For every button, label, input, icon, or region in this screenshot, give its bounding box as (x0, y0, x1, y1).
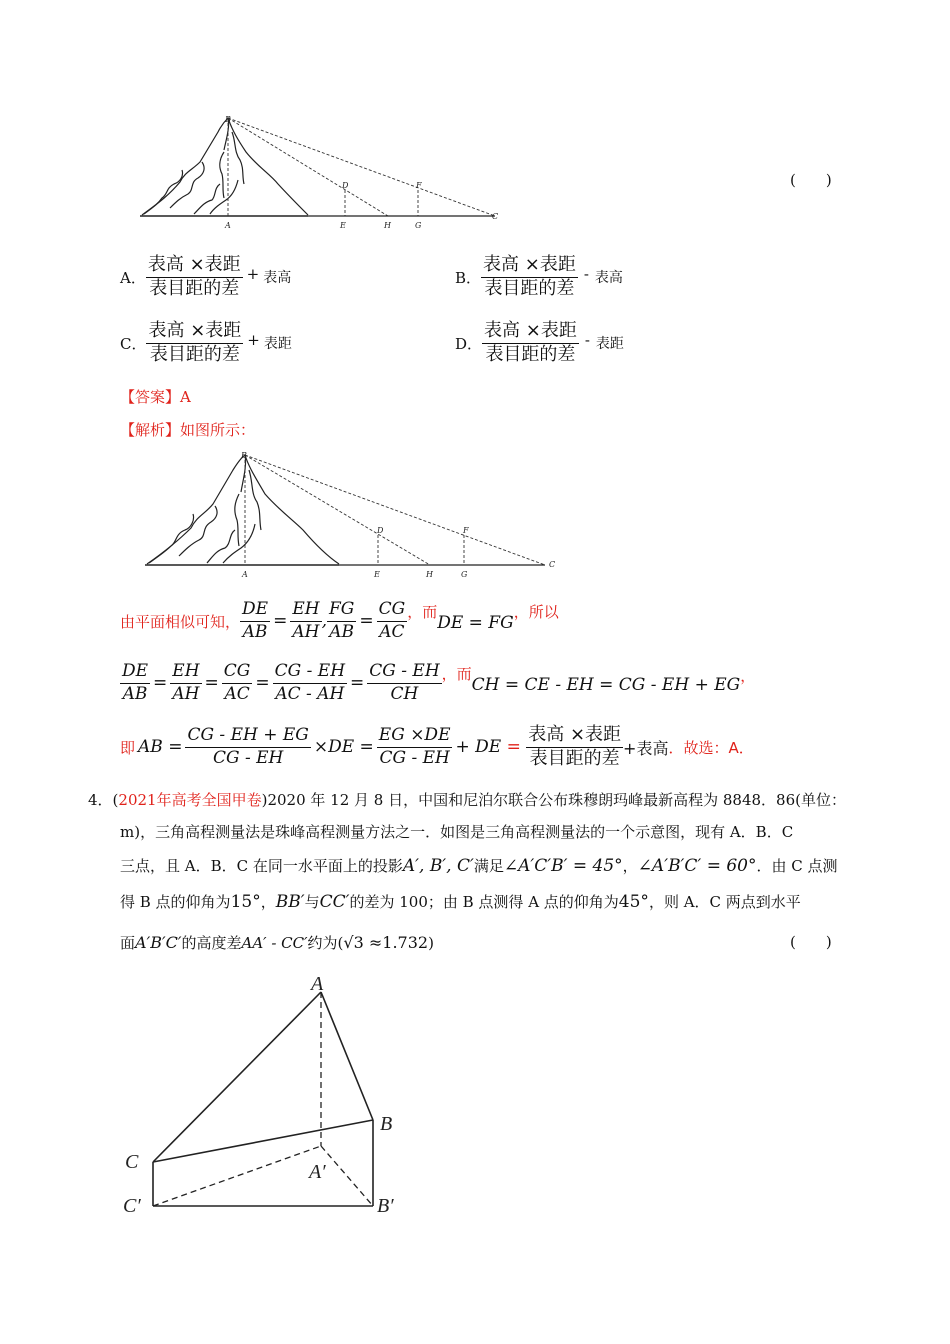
option-d-sign: - (584, 331, 590, 350)
option-a-fraction: $\frac{\text{表高 ×表距}}{\text{表目距的差}}$ (147, 254, 241, 299)
q4-line-5: 面A′B′C′的高度差AA′ - CC′约为(√3 ≈1.732) (120, 933, 434, 952)
derivation-so: ，所以 (513, 602, 559, 621)
q4-cc: CC′ (319, 892, 350, 912)
q4-number: 4． (88, 791, 113, 809)
expr-ab: AB = (138, 737, 183, 758)
q4-sqrt: √3 ≈1.732 (343, 933, 429, 952)
label2-D: D (377, 526, 384, 535)
derivation-line-2: $\frac{DE}{AB}$ = $\frac{EH}{AH}$ = $\frac{CG}{AC}$ = $\frac{CG - EH}{AC - AH}$ = $\frac{CG - EH}{CH}$ ，而 CH = CE - EH = CG - EH + EG ， (122, 661, 756, 704)
frac-fg-ab: $\frac{FG}{AB}$ (328, 599, 355, 642)
prism-figure (115, 968, 415, 1228)
expr-times-de: ×DE = (313, 737, 374, 758)
option-c-fraction: $\frac{\text{表高 ×表距}}{\text{表目距的差}}$ (148, 320, 242, 365)
q4-projection: A′, B′, C′ (402, 856, 474, 876)
q4-plane: A′B′C′ (135, 933, 182, 952)
expr-plus-height: +表高 (623, 738, 669, 758)
frac-l2-4: $\frac{CG - EH}{AC - AH}$ (274, 661, 346, 704)
frac-cg-ac: $\frac{CG}{AC}$ (378, 599, 406, 642)
q4-bb: BB′ (275, 892, 305, 912)
frac-eh-ah: $\frac{EH}{AH}$ (292, 599, 320, 642)
analysis-text: 如图所示： (180, 421, 256, 439)
q4-line-4: 得 B 点的仰角为15°，BB′与CC′的差为 100；由 B 点测得 A 点的仰角为45°，则 A．C 两点到水平 (120, 892, 801, 912)
label-B: B (225, 115, 231, 124)
frac-l3-1: $\frac{CG - EH + EG}{CG - EH}$ (187, 725, 309, 768)
q4-line-2: m)，三角高程测量法是珠峰高程测量方法之一．如图是三角高程测量法的一个示意图，现有 A．B．C (120, 823, 794, 841)
prism-label-C1: C′ (123, 1195, 141, 1217)
frac-l2-5: $\frac{CG - EH}{CH}$ (369, 661, 440, 704)
label-G: G (415, 221, 422, 230)
option-b-letter: B． (455, 268, 482, 287)
option-a-sign: + (246, 265, 260, 284)
prism-label-B: B (380, 1113, 393, 1135)
q4-diff: AA′ - CC′ (241, 934, 308, 952)
question-bracket: ( ) (790, 171, 832, 189)
option-d-tail: 表距 (595, 336, 624, 353)
label2-E: E (374, 570, 380, 579)
option-c-tail: 表距 (263, 336, 292, 353)
derivation-and-2: ，而 (441, 664, 472, 683)
mountain-figure-top (140, 112, 510, 234)
frac-l3-2: $\frac{EG \times DE}{CG - EH}$ (378, 725, 451, 768)
option-a[interactable] (120, 255, 291, 299)
prism-label-C: C (125, 1151, 139, 1173)
option-c[interactable] (120, 321, 292, 365)
frac-l2-2: $\frac{EH}{AH}$ (172, 661, 200, 704)
expr-plus-de: + DE (455, 737, 502, 758)
frac-l2-3: $\frac{CG}{AC}$ (223, 661, 251, 704)
derivation-line-1: 由平面相似可知， $\frac{DE}{AB}$ = $\frac{EH}{AH}$ , $\frac{FG}{AB}$ = $\frac{CG}{AC}$ ，而 DE = FG ，所以 (120, 599, 559, 642)
q4-deg-15: 15° (230, 892, 261, 912)
answer-value: A (180, 388, 191, 406)
label-D: D (342, 181, 349, 190)
label2-H: H (426, 570, 433, 579)
option-a-letter: A． (120, 268, 146, 287)
derivation-prefix: 由平面相似可知， (120, 612, 241, 631)
label2-B: B (241, 451, 247, 460)
label-E: E (340, 221, 346, 230)
prism-label-A1: A′ (309, 1161, 326, 1183)
prism-label-B1: B′ (377, 1195, 394, 1217)
option-c-letter: C． (120, 334, 147, 353)
option-b-sign: - (583, 265, 589, 284)
q4-line-1: 4．(2021年高考全国甲卷)2020 年 12 月 8 日，中国和尼泊尔联合公布珠穆朗玛峰最新高程为 8848．86(单位： (88, 791, 846, 809)
label-H: H (384, 221, 391, 230)
derivation-choose: ．故选：A． (668, 738, 754, 757)
frac-l3-3: $\frac{\text{表高 ×表距}}{\text{表目距的差}}$ (528, 724, 622, 769)
q4-deg-45: 45° (618, 892, 649, 912)
label2-C: C (549, 560, 556, 569)
prism-label-A: A (311, 973, 324, 995)
derivation-and-1: ，而 (407, 602, 438, 621)
expr-de-fg: DE = FG (437, 613, 514, 634)
q4-line1-text: )2020 年 12 月 8 日，中国和尼泊尔联合公布珠穆朗玛峰最新高程为 8848．86(单位： (261, 791, 846, 809)
analysis-tag: 【解析】 (120, 421, 181, 439)
mountain-figure-analysis (145, 450, 565, 582)
expr-eq-red: = (501, 737, 527, 758)
answer-tag: 【答案】 (120, 388, 181, 406)
option-d-letter: D． (455, 334, 483, 353)
option-d-fraction: $\frac{\text{表高 ×表距}}{\text{表目距的差}}$ (484, 320, 577, 365)
derivation-ji: 即 (120, 738, 136, 757)
derivation-line-3 (120, 725, 754, 769)
expr-ch: CH = CE - EH = CG - EH + EG (471, 675, 741, 696)
label2-A: A (242, 570, 248, 579)
label-C: C (492, 212, 499, 221)
option-b[interactable] (455, 255, 623, 299)
analysis-line (120, 419, 255, 440)
q4-line-3: 三点，且 A．B．C 在同一水平面上的投影A′, B′, C′满足∠A′C′B′ = 45°，∠A′B′C′ = 60°．由 C 点测 (120, 856, 838, 876)
label-F: F (416, 181, 422, 190)
option-b-tail: 表高 (594, 270, 623, 287)
label2-F: F (463, 526, 469, 535)
answer-line (120, 386, 191, 407)
option-a-tail: 表高 (263, 270, 292, 287)
derivation-comma: ， (740, 666, 756, 685)
option-d[interactable] (455, 321, 624, 365)
q4-angle-1: ∠A′C′B′ = 45° (503, 856, 623, 876)
q4-angle-2: ∠A′B′C′ = 60° (637, 856, 757, 876)
option-b-fraction: $\frac{\text{表高 ×表距}}{\text{表目距的差}}$ (483, 254, 576, 299)
option-c-sign: + (247, 331, 260, 350)
q4-source: 2021年高考全国甲卷 (118, 791, 262, 809)
q4-bracket: ( ) (790, 933, 832, 951)
label2-G: G (461, 570, 468, 579)
label-A: A (225, 221, 231, 230)
frac-l2-1: $\frac{DE}{AB}$ (122, 661, 149, 704)
frac-de-ab: $\frac{DE}{AB}$ (242, 599, 269, 642)
